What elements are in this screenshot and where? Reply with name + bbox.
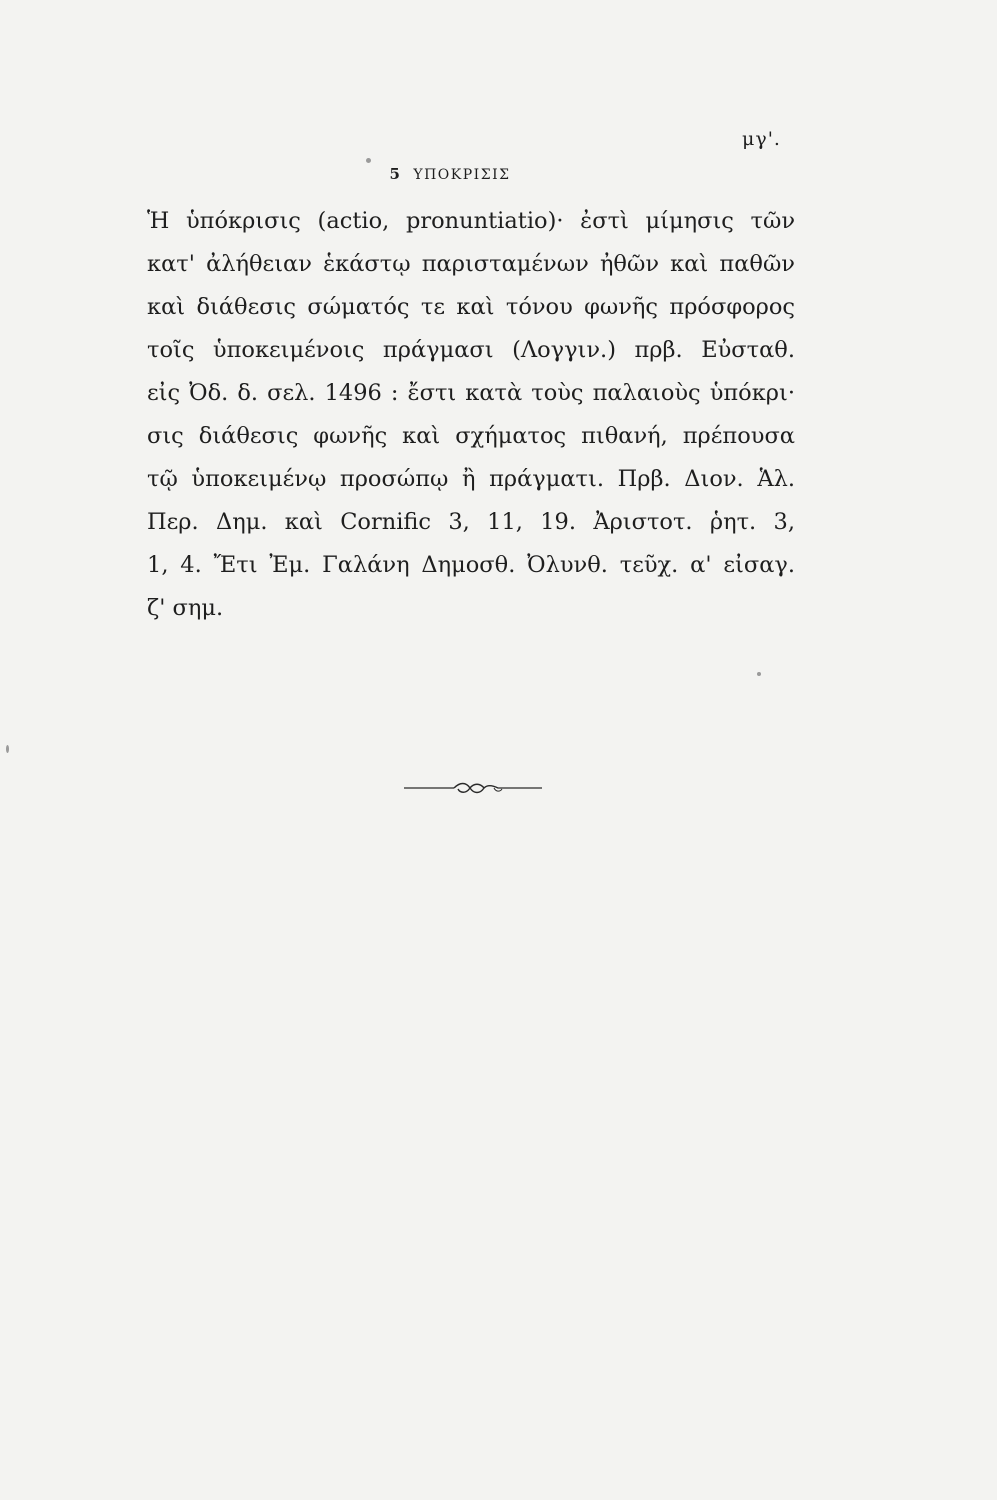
section-title: ΥΠΟΚΡΙΣΙΣ [413,167,511,183]
text-line: καὶ διάθεσις σώματός τε καὶ τόνου φωνῆς πρόσφορος [147,294,795,320]
paper-speck [757,672,761,676]
text-line: κατ' ἀλήθειαν ἑκάστῳ παρισταμένων ἠθῶν καὶ παθῶν [147,251,795,277]
page-number: μγ'. [742,128,781,150]
section-number: 5 [389,165,402,183]
text-line: 1, 4. Ἔτι Ἐμ. Γαλάνη Δημοσθ. Ὀλυνθ. τεῦχ. α' εἰσαγ. [147,552,795,578]
ornament-divider [402,778,544,798]
body-paragraph [147,200,795,630]
text-line: σις διάθεσις φωνῆς καὶ σχήματος πιθανή, πρέπουσα [147,423,795,449]
section-heading [0,165,900,183]
paper-speck [366,158,371,163]
text-line: ζ' σημ. [147,595,224,621]
paper-speck [6,745,9,753]
text-line: εἰς Ὀδ. δ. σελ. 1496 : ἔστι κατὰ τοὺς παλαιοὺς ὑπόκρι· [147,380,795,406]
text-line: τῷ ὑποκειμένῳ προσώπῳ ἢ πράγματι. Πρβ. Διον. Ἁλ. [147,466,795,492]
text-line: Περ. Δημ. καὶ Cornific 3, 11, 19. Ἀριστοτ. ῥητ. 3, [147,509,795,535]
text-line: Ἡ ὑπόκρισις (actio, pronuntiatio)· ἐστὶ μίμησις τῶν [147,208,795,234]
text-line: τοῖς ὑποκειμένοις πράγμασι (Λογγιν.) πρβ. Εὐσταθ. [147,337,795,363]
